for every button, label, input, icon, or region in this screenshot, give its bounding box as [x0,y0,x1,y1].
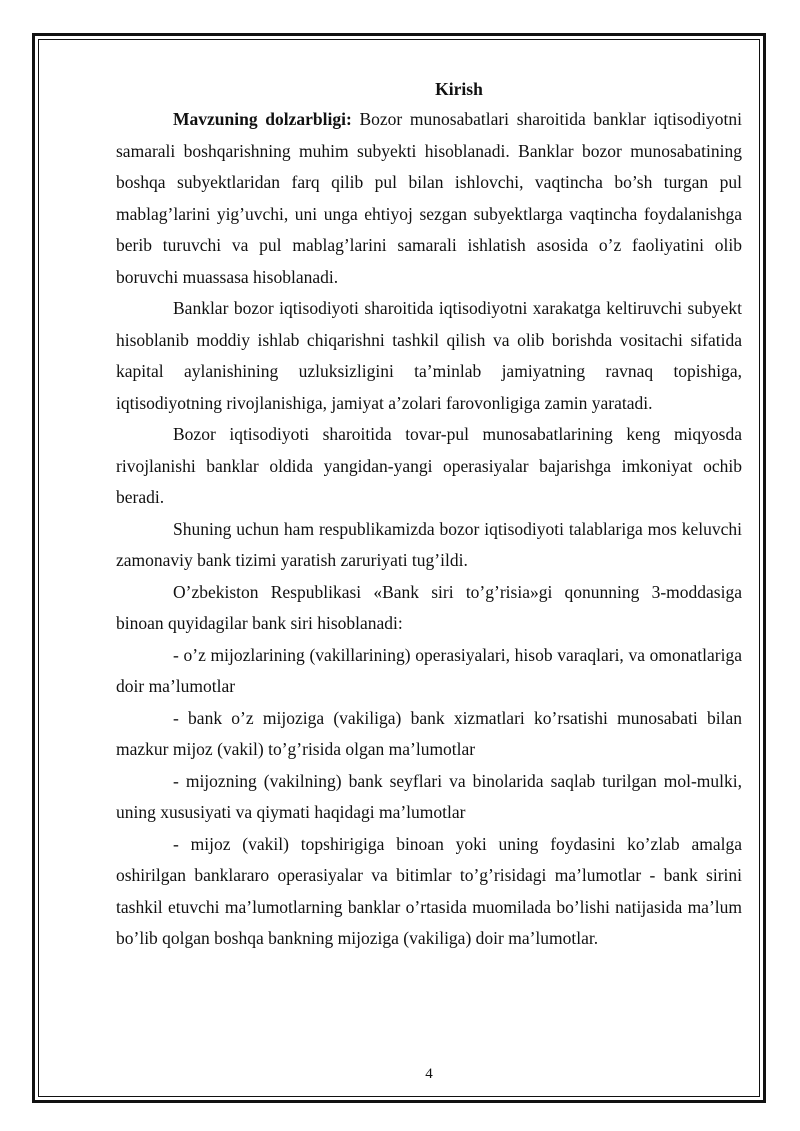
relevance-text: Bozor munosabatlari sharoitida banklar iqtisodiyotni samarali boshqarishning muhim subyekti hisoblanadi. Banklar bozor munosabatining boshqa subyektlaridan farq qilib pul bilan ishlovchi, vaqtincha bo’sh turgan pul mablag’larini yig’uvchi, uni unga ehtiyoj sezgan subyektlarga vaqtincha foydalanishga berib turuvchi va pul mablag’larini samarali ishlatish asosida o’z faoliyatini olib boruvchi muassasa hisoblanadi. [116,109,743,287]
document-body [116,74,742,955]
relevance-lead: Mavzuning dolzarbligi: [173,109,352,129]
list-item: - o’z mijozlarining (vakillarining) operasiyalari, hisob varaqlari, va omonatlariga doir ma’lumotlar [116,644,742,696]
list-item: - mijozning (vakilning) bank seyflari va binolarida saqlab turilgan mol-mulki, uning xususiyati va qiymati haqidagi ma’lumotlar [116,770,742,822]
list-item: - mijoz (vakil) topshirigiga binoan yoki uning foydasini ko’zlab amalga oshirilgan banklararo operasiyalar va bitimlar to’g’risidagi ma’lumotlar - bank sirini tashkil etuvchi ma’lumotlarning banklar o’rtasida muomilada bo’lishi natijasida ma’lum bo’lib qolgan boshqa bankning mijoziga (vakiliga) doir ma’lumotlar. [116,833,742,948]
page-number: 4 [425,1066,433,1082]
paragraph: O’zbekiston Respublikasi «Bank siri to’g’risia»gi qonunning 3-moddasiga binoan quyidagilar bank siri hisoblanadi: [116,581,742,633]
list-item: - bank o’z mijoziga (vakiliga) bank xizmatlari ko’rsatishi munosabati bilan mazkur mijoz (vakil) to’g’risida olgan ma’lumotlar [116,707,742,759]
paragraph: Bozor iqtisodiyoti sharoitida tovar-pul munosabatlarining keng miqyosda rivojlanishi banklar oldida yangidan-yangi operasiyalar bajarishga imkoniyat ochib beradi. [116,424,742,507]
section-heading: Kirish [435,79,483,99]
paragraph-relevance [116,104,742,293]
paragraph: Banklar bozor iqtisodiyoti sharoitida iqtisodiyotni xarakatga keltiruvchi subyekt hisoblanib moddiy ishlab chiqarishni tashkil qilish va olib borishda vositachi sifatida kapital aylanishining uzluksizligini ta’minlab jamiyatning ravnaq topishiga, iqtisodiyotning rivojlanishiga, jamiyat a’zolari farovonligiga zamin yaratadi. [116,298,742,413]
paragraph: Shuning uchun ham respublikamizda bozor iqtisodiyoti talablariga mos keluvchi zamonaviy bank tizimi yaratish zaruriyati tug’ildi. [116,518,742,570]
